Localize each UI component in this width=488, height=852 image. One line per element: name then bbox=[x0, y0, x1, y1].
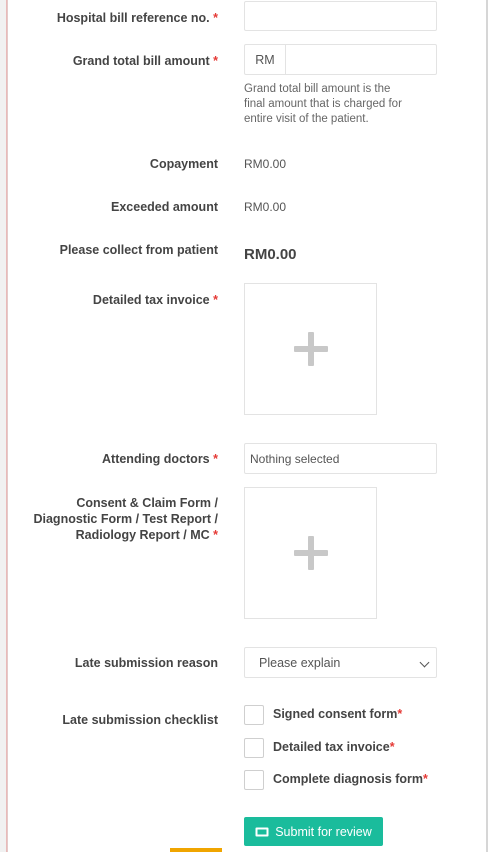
left-frame-border bbox=[0, 0, 8, 852]
required-marker: * bbox=[213, 54, 218, 68]
bill-ref-label bbox=[57, 10, 218, 26]
copayment-value: RM0.00 bbox=[244, 157, 287, 171]
consent-label-line-3: Radiology Report / MC bbox=[75, 528, 210, 542]
checklist-item-text: Signed consent form bbox=[273, 707, 398, 721]
grand-total-input-group bbox=[244, 44, 437, 75]
chevron-down-icon bbox=[420, 658, 430, 668]
doctors-label bbox=[102, 451, 218, 467]
submit-label: Submit for review bbox=[275, 824, 372, 839]
required-marker: * bbox=[213, 452, 218, 466]
late-reason-selected: Please explain bbox=[259, 656, 341, 670]
tax-invoice-upload[interactable] bbox=[244, 283, 377, 415]
plus-icon bbox=[294, 332, 328, 366]
plus-icon bbox=[294, 536, 328, 570]
grand-total-input[interactable] bbox=[286, 45, 436, 74]
required-marker: * bbox=[397, 707, 403, 721]
required-marker: * bbox=[213, 293, 218, 307]
collect-value: RM0.00 bbox=[244, 246, 297, 263]
bill-ref-label-text: Hospital bill reference no. bbox=[56, 11, 210, 25]
consent-label bbox=[33, 495, 218, 543]
currency-prefix: RM bbox=[245, 45, 286, 74]
checklist-item-text: Detailed tax invoice bbox=[273, 740, 390, 754]
late-reason-select[interactable] bbox=[244, 647, 437, 678]
required-marker: * bbox=[213, 11, 218, 25]
required-marker: * bbox=[389, 740, 395, 754]
collect-label: Please collect from patient bbox=[59, 243, 218, 257]
doctors-select[interactable] bbox=[244, 443, 437, 474]
bottom-tab-indicator bbox=[170, 848, 222, 852]
tax-invoice-label bbox=[93, 292, 218, 308]
checkbox-label-complete-diagnosis bbox=[273, 772, 428, 786]
tax-invoice-label-text: Detailed tax invoice bbox=[92, 293, 210, 307]
grand-total-label bbox=[73, 53, 218, 69]
bill-ref-input[interactable] bbox=[244, 1, 437, 31]
checkbox-label-signed-consent bbox=[273, 707, 402, 721]
checkbox-signed-consent[interactable] bbox=[244, 705, 264, 725]
consent-label-line-1: Consent & Claim Form / bbox=[76, 496, 218, 510]
doctors-placeholder: Nothing selected bbox=[250, 452, 340, 466]
exceeded-label: Exceeded amount bbox=[111, 200, 218, 214]
checkbox-label-detailed-tax-invoice bbox=[273, 740, 395, 754]
grand-total-help: Grand total bill amount is the final amount that is charged for entire visit of the patient. bbox=[244, 83, 402, 125]
exceeded-value: RM0.00 bbox=[244, 200, 287, 214]
required-marker: * bbox=[213, 528, 218, 542]
consent-label-line-2: Diagnostic Form / Test Report / bbox=[33, 512, 218, 526]
checkbox-detailed-tax-invoice[interactable] bbox=[244, 738, 264, 758]
grand-total-label-text: Grand total bill amount bbox=[72, 54, 210, 68]
required-marker: * bbox=[423, 772, 428, 786]
late-reason-label: Late submission reason bbox=[74, 656, 218, 670]
checklist-item-text: Complete diagnosis form bbox=[273, 772, 424, 786]
ticket-icon bbox=[255, 827, 269, 837]
consent-upload[interactable] bbox=[244, 487, 377, 619]
checklist-label: Late submission checklist bbox=[62, 713, 218, 727]
checkbox-complete-diagnosis[interactable] bbox=[244, 770, 264, 790]
copayment-label: Copayment bbox=[149, 157, 218, 171]
submit-for-review-button[interactable] bbox=[244, 817, 383, 846]
doctors-label-text: Attending doctors bbox=[102, 452, 210, 466]
